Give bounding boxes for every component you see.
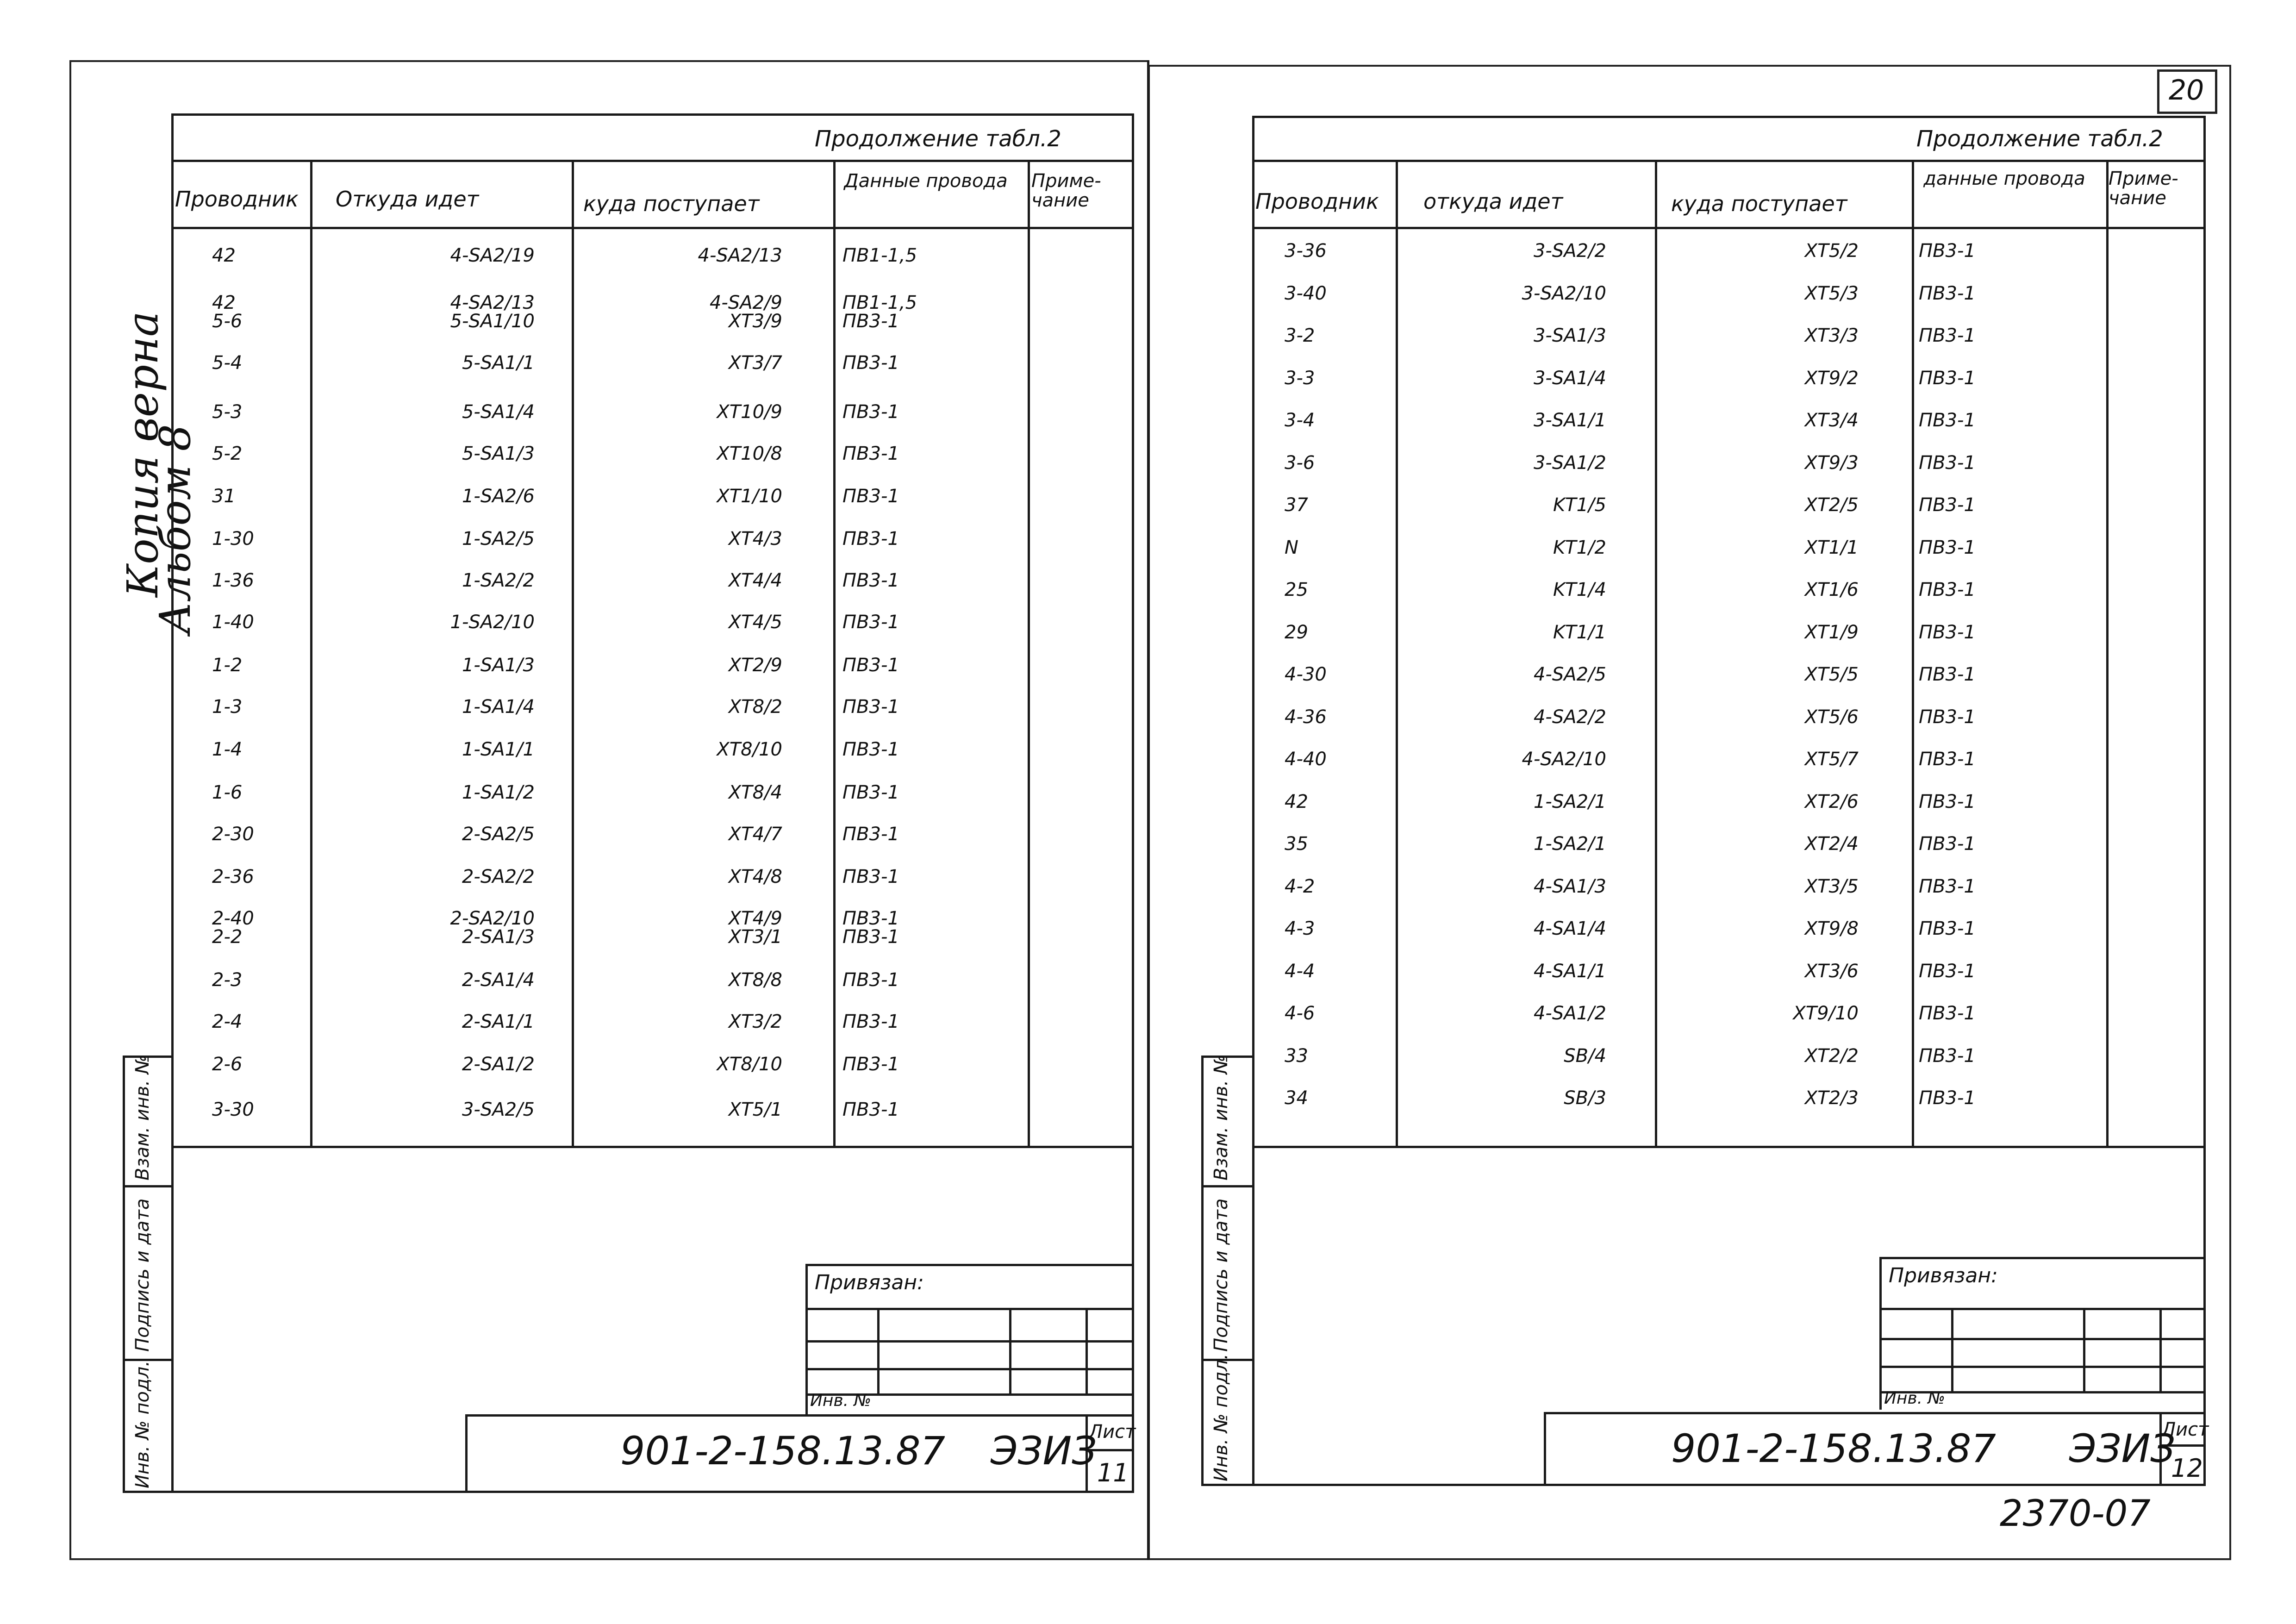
cell-from: 1-SA1/2 xyxy=(462,782,535,803)
cell-wire-data: ПВ3-1 xyxy=(1919,664,1976,685)
cell-to: XT2/9 xyxy=(728,655,782,676)
cell-from: 3-SA2/5 xyxy=(462,1099,535,1120)
cell-wire-data: ПВ3-1 xyxy=(1919,240,1976,262)
cell-conductor: 3-40 xyxy=(1285,283,1327,304)
cell-to: 4-SA2/13 xyxy=(698,245,782,266)
cell-to: XT8/8 xyxy=(728,969,782,991)
cell-wire-data: ПВ3-1 xyxy=(1919,537,1976,558)
cell-wire-data: ПВ3-1 xyxy=(1919,833,1976,855)
left-doc-suffix: ЭЗИЗ xyxy=(991,1428,1097,1474)
cell-from: SB/3 xyxy=(1564,1087,1606,1109)
cell-conductor: 1-4 xyxy=(212,739,243,760)
cell-wire-data: ПВ3-1 xyxy=(1919,791,1976,812)
right-header-from: откуда идет xyxy=(1423,189,1563,214)
left-header-conductor: Проводник xyxy=(175,187,299,212)
cell-to: XT1/1 xyxy=(1804,537,1859,558)
cell-conductor: 4-3 xyxy=(1285,918,1315,939)
right-side-label-inv: Инв. № подл. xyxy=(1210,1354,1232,1481)
cell-from: 1-SA2/1 xyxy=(1533,791,1606,812)
cell-wire-data: ПВ3-1 xyxy=(842,696,899,718)
cell-to: XT10/9 xyxy=(717,401,782,423)
cell-from: 4-SA2/13 xyxy=(450,292,535,313)
cell-wire-data: ПВ3-1 xyxy=(842,570,899,591)
cell-from: 5-SA1/10 xyxy=(450,311,535,332)
cell-to: XT4/8 xyxy=(728,866,782,887)
left-header-to: куда поступает xyxy=(583,191,760,216)
cell-to: XT4/7 xyxy=(728,824,782,845)
left-inv-label: Инв. № xyxy=(810,1391,872,1410)
cell-from: 4-SA2/2 xyxy=(1533,706,1606,728)
cell-conductor: 35 xyxy=(1285,833,1308,855)
cell-conductor: N xyxy=(1285,537,1298,558)
cell-from: 1-SA2/2 xyxy=(462,570,535,591)
left-side-label-sign: Подпись и дата xyxy=(132,1198,153,1352)
cell-conductor: 42 xyxy=(1285,791,1308,812)
cell-wire-data: ПВ3-1 xyxy=(842,1099,899,1120)
cell-conductor: 3-36 xyxy=(1285,240,1327,262)
cell-wire-data: ПВ3-1 xyxy=(842,311,899,332)
cell-to: XT2/2 xyxy=(1804,1045,1859,1067)
cell-wire-data: ПВ3-1 xyxy=(842,824,899,845)
stamp-album: Альбом 8 xyxy=(150,424,200,634)
cell-conductor: 5-2 xyxy=(212,443,243,464)
cell-wire-data: ПВ3-1 xyxy=(842,655,899,676)
cell-to: XT4/5 xyxy=(728,612,782,633)
cell-to: XT4/9 xyxy=(728,908,782,929)
cell-conductor: 3-3 xyxy=(1285,368,1315,389)
right-doc-suffix: ЭЗИЗ xyxy=(2069,1426,2176,1471)
cell-from: SB/4 xyxy=(1564,1045,1606,1067)
cell-conductor: 42 xyxy=(212,245,236,266)
right-sheet-number: 12 xyxy=(2171,1454,2203,1483)
cell-wire-data: ПВ3-1 xyxy=(842,926,899,948)
archive-number: 2370-07 xyxy=(2000,1493,2151,1535)
cell-conductor: 4-40 xyxy=(1285,749,1327,770)
cell-wire-data: ПВ3-1 xyxy=(1919,1087,1976,1109)
cell-from: 5-SA1/1 xyxy=(462,352,535,374)
cell-to: XT5/5 xyxy=(1804,664,1859,685)
cell-from: KT1/4 xyxy=(1553,579,1606,600)
left-sheet-number: 11 xyxy=(1097,1458,1129,1487)
cell-conductor: 3-2 xyxy=(1285,325,1315,346)
cell-wire-data: ПВ3-1 xyxy=(842,866,899,887)
cell-conductor: 4-30 xyxy=(1285,664,1327,685)
left-sheet-label: Лист xyxy=(1089,1421,1136,1443)
right-header-note: Приме-чание xyxy=(2109,168,2178,209)
cell-to: XT3/9 xyxy=(728,311,782,332)
cell-conductor: 2-4 xyxy=(212,1011,243,1032)
cell-wire-data: ПВ3-1 xyxy=(842,1011,899,1032)
cell-wire-data: ПВ3-1 xyxy=(842,1054,899,1075)
cell-conductor: 4-6 xyxy=(1285,1003,1315,1024)
cell-conductor: 2-2 xyxy=(212,926,243,948)
cell-from: 2-SA1/2 xyxy=(462,1054,535,1075)
cell-wire-data: ПВ3-1 xyxy=(842,782,899,803)
cell-wire-data: ПВ1-1,5 xyxy=(842,245,917,266)
cell-wire-data: ПВ3-1 xyxy=(1919,325,1976,346)
cell-to: XT8/2 xyxy=(728,696,782,718)
cell-from: 4-SA1/4 xyxy=(1533,918,1606,939)
cell-to: XT2/5 xyxy=(1804,494,1859,516)
right-side-label-vzam: Взам. инв. № xyxy=(1210,1055,1232,1181)
cell-wire-data: ПВ3-1 xyxy=(1919,706,1976,728)
cell-conductor: 1-6 xyxy=(212,782,243,803)
left-side-label-inv: Инв. № подл. xyxy=(132,1361,153,1488)
cell-from: 4-SA1/2 xyxy=(1533,1003,1606,1024)
cell-wire-data: ПВ3-1 xyxy=(1919,876,1976,897)
left-linked-label: Привязан: xyxy=(815,1271,924,1294)
cell-to: XT5/7 xyxy=(1804,749,1859,770)
cell-from: 1-SA1/1 xyxy=(462,739,535,760)
cell-to: XT8/4 xyxy=(728,782,782,803)
right-inv-label: Инв. № xyxy=(1884,1389,1946,1408)
cell-to: XT2/4 xyxy=(1804,833,1859,855)
cell-to: XT3/1 xyxy=(728,926,782,948)
cell-conductor: 4-36 xyxy=(1285,706,1327,728)
right-header-conductor: Проводник xyxy=(1255,189,1379,214)
cell-wire-data: ПВ3-1 xyxy=(842,352,899,374)
cell-from: 2-SA1/3 xyxy=(462,926,535,948)
cell-conductor: 34 xyxy=(1285,1087,1308,1109)
cell-conductor: 29 xyxy=(1285,622,1308,643)
cell-to: XT9/8 xyxy=(1804,918,1859,939)
cell-to: XT5/2 xyxy=(1804,240,1859,262)
cell-to: XT8/10 xyxy=(717,1054,782,1075)
cell-conductor: 2-36 xyxy=(212,866,254,887)
cell-to: XT4/4 xyxy=(728,570,782,591)
cell-wire-data: ПВ3-1 xyxy=(1919,918,1976,939)
cell-from: KT1/1 xyxy=(1553,622,1606,643)
cell-conductor: 4-4 xyxy=(1285,961,1315,982)
cell-wire-data: ПВ3-1 xyxy=(842,486,899,507)
cell-to: XT9/3 xyxy=(1804,452,1859,474)
cell-wire-data: ПВ3-1 xyxy=(842,528,899,550)
cell-conductor: 1-36 xyxy=(212,570,254,591)
cell-conductor: 1-30 xyxy=(212,528,254,550)
cell-to: XT10/8 xyxy=(717,443,782,464)
cell-wire-data: ПВ3-1 xyxy=(842,443,899,464)
cell-to: XT3/4 xyxy=(1804,410,1859,431)
cell-conductor: 33 xyxy=(1285,1045,1308,1067)
stamp-copy-true: Копия верна xyxy=(118,311,168,597)
cell-to: XT3/6 xyxy=(1804,961,1859,982)
cell-from: 1-SA1/3 xyxy=(462,655,535,676)
cell-to: XT9/10 xyxy=(1793,1003,1859,1024)
cell-wire-data: ПВ3-1 xyxy=(1919,494,1976,516)
cell-conductor: 5-6 xyxy=(212,311,243,332)
cell-from: 4-SA1/1 xyxy=(1533,961,1606,982)
cell-from: 4-SA2/10 xyxy=(1522,749,1606,770)
cell-conductor: 3-6 xyxy=(1285,452,1315,474)
cell-wire-data: ПВ3-1 xyxy=(842,401,899,423)
cell-conductor: 2-3 xyxy=(212,969,243,991)
cell-to: XT3/5 xyxy=(1804,876,1859,897)
cell-from: 2-SA2/10 xyxy=(450,908,535,929)
cell-wire-data: ПВ3-1 xyxy=(1919,1003,1976,1024)
cell-wire-data: ПВ3-1 xyxy=(842,908,899,929)
cell-from: 5-SA1/4 xyxy=(462,401,535,423)
cell-conductor: 42 xyxy=(212,292,236,313)
cell-to: XT5/3 xyxy=(1804,283,1859,304)
cell-wire-data: ПВ3-1 xyxy=(1919,452,1976,474)
cell-wire-data: ПВ3-1 xyxy=(1919,961,1976,982)
cell-conductor: 2-6 xyxy=(212,1054,243,1075)
right-header-to: куда поступает xyxy=(1671,191,1847,216)
cell-wire-data: ПВ3-1 xyxy=(1919,283,1976,304)
cell-from: 1-SA2/5 xyxy=(462,528,535,550)
cell-conductor: 5-3 xyxy=(212,401,243,423)
cell-to: XT1/10 xyxy=(717,486,782,507)
cell-conductor: 1-2 xyxy=(212,655,243,676)
cell-conductor: 1-3 xyxy=(212,696,243,718)
cell-from: 2-SA2/2 xyxy=(462,866,535,887)
cell-wire-data: ПВ3-1 xyxy=(1919,622,1976,643)
corner-page-number: 20 xyxy=(2169,74,2204,106)
cell-from: 4-SA2/5 xyxy=(1533,664,1606,685)
cell-conductor: 4-2 xyxy=(1285,876,1315,897)
cell-to: XT8/10 xyxy=(717,739,782,760)
cell-wire-data: ПВ3-1 xyxy=(1919,749,1976,770)
cell-from: KT1/2 xyxy=(1553,537,1606,558)
cell-conductor: 1-40 xyxy=(212,612,254,633)
cell-wire-data: ПВ3-1 xyxy=(1919,410,1976,431)
cell-conductor: 5-4 xyxy=(212,352,243,374)
cell-from: 3-SA2/10 xyxy=(1522,283,1606,304)
left-header-from: Откуда идет xyxy=(336,187,479,212)
cell-wire-data: ПВ1-1,5 xyxy=(842,292,917,313)
cell-to: XT9/2 xyxy=(1804,368,1859,389)
cell-conductor: 3-30 xyxy=(212,1099,254,1120)
cell-wire-data: ПВ3-1 xyxy=(1919,579,1976,600)
right-doc-code: 901-2-158.13.87 xyxy=(1671,1426,1996,1471)
cell-to: XT4/3 xyxy=(728,528,782,550)
cell-from: 3-SA1/2 xyxy=(1533,452,1606,474)
right-continuation-title: Продолжение табл.2 xyxy=(1916,126,2163,152)
cell-wire-data: ПВ3-1 xyxy=(1919,1045,1976,1067)
cell-from: 1-SA2/6 xyxy=(462,486,535,507)
cell-conductor: 2-30 xyxy=(212,824,254,845)
cell-to: XT2/3 xyxy=(1804,1087,1859,1109)
cell-conductor: 2-40 xyxy=(212,908,254,929)
cell-from: 3-SA1/1 xyxy=(1533,410,1606,431)
right-sheet-label: Лист xyxy=(2162,1419,2209,1440)
right-linked-label: Привязан: xyxy=(1889,1264,1998,1287)
cell-from: 3-SA1/4 xyxy=(1533,368,1606,389)
cell-to: XT5/6 xyxy=(1804,706,1859,728)
right-header-wire-data: данные провода xyxy=(1923,168,2085,189)
left-header-wire-data: Данные провода xyxy=(844,170,1008,192)
cell-to: XT1/9 xyxy=(1804,622,1859,643)
cell-from: 1-SA2/1 xyxy=(1533,833,1606,855)
cell-wire-data: ПВ3-1 xyxy=(842,739,899,760)
cell-to: XT1/6 xyxy=(1804,579,1859,600)
right-side-label-sign: Подпись и дата xyxy=(1210,1198,1232,1352)
left-header-note: Приме-чание xyxy=(1031,170,1101,211)
cell-wire-data: ПВ3-1 xyxy=(842,969,899,991)
cell-from: 1-SA2/10 xyxy=(450,612,535,633)
cell-to: XT3/2 xyxy=(728,1011,782,1032)
cell-conductor: 3-4 xyxy=(1285,410,1315,431)
cell-to: XT5/1 xyxy=(728,1099,782,1120)
cell-conductor: 31 xyxy=(212,486,236,507)
cell-from: 1-SA1/4 xyxy=(462,696,535,718)
cell-from: 4-SA1/3 xyxy=(1533,876,1606,897)
left-side-label-vzam: Взам. инв. № xyxy=(132,1055,153,1181)
left-continuation-title: Продолжение табл.2 xyxy=(815,126,1061,152)
cell-from: 2-SA1/4 xyxy=(462,969,535,991)
cell-conductor: 25 xyxy=(1285,579,1308,600)
cell-from: 3-SA1/3 xyxy=(1533,325,1606,346)
cell-wire-data: ПВ3-1 xyxy=(842,612,899,633)
cell-to: XT3/7 xyxy=(728,352,782,374)
cell-from: 3-SA2/2 xyxy=(1533,240,1606,262)
cell-from: KT1/5 xyxy=(1553,494,1606,516)
cell-wire-data: ПВ3-1 xyxy=(1919,368,1976,389)
cell-to: 4-SA2/9 xyxy=(709,292,782,313)
cell-from: 5-SA1/3 xyxy=(462,443,535,464)
cell-from: 2-SA2/5 xyxy=(462,824,535,845)
cell-from: 2-SA1/1 xyxy=(462,1011,535,1032)
cell-from: 4-SA2/19 xyxy=(450,245,535,266)
cell-conductor: 37 xyxy=(1285,494,1308,516)
cell-to: XT2/6 xyxy=(1804,791,1859,812)
left-doc-code: 901-2-158.13.87 xyxy=(620,1428,945,1474)
cell-to: XT3/3 xyxy=(1804,325,1859,346)
